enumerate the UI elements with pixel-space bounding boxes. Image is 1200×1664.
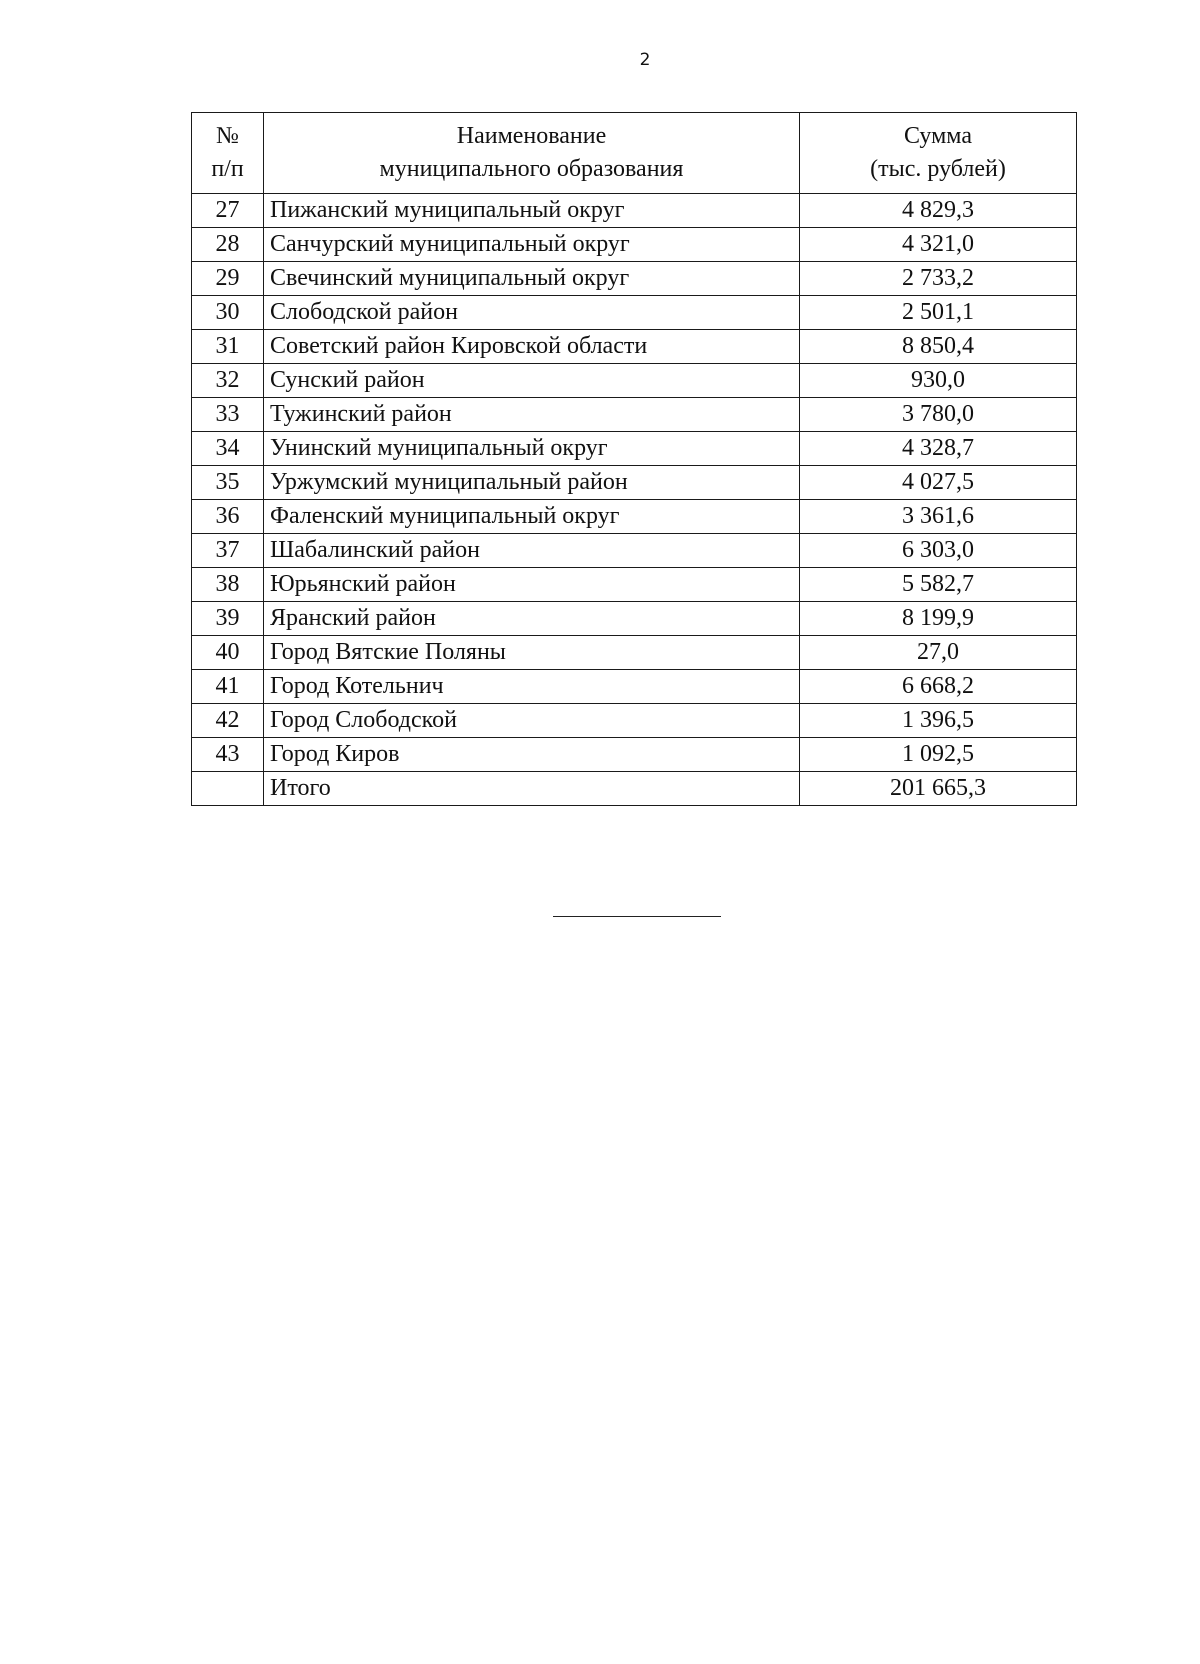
table-row (192, 636, 1077, 670)
row-number-cell: 33 (192, 398, 264, 432)
amount-cell: 4 027,5 (800, 466, 1077, 500)
table-row (192, 738, 1077, 772)
table-row (192, 704, 1077, 738)
table-row (192, 228, 1077, 262)
amount-cell: 4 321,0 (800, 228, 1077, 262)
row-number-cell: 34 (192, 432, 264, 466)
table-row (192, 432, 1077, 466)
header-num (192, 113, 264, 194)
header-sum (800, 113, 1077, 194)
row-number-cell: 32 (192, 364, 264, 398)
table-row (192, 534, 1077, 568)
row-number-cell: 35 (192, 466, 264, 500)
table-row (192, 568, 1077, 602)
municipality-name-cell: Город Слободской (264, 704, 800, 738)
municipality-name-cell: Унинский муниципальный округ (264, 432, 800, 466)
municipality-name-cell: Пижанский муниципальный округ (264, 194, 800, 228)
table-row (192, 500, 1077, 534)
table-row (192, 296, 1077, 330)
total-number-cell (192, 772, 264, 806)
municipality-name-cell: Яранский район (264, 602, 800, 636)
amount-cell: 1 396,5 (800, 704, 1077, 738)
row-number-cell: 31 (192, 330, 264, 364)
closing-rule (553, 916, 721, 917)
row-number-cell: 36 (192, 500, 264, 534)
municipality-name-cell: Свечинский муниципальный округ (264, 262, 800, 296)
amount-cell: 2 733,2 (800, 262, 1077, 296)
municipality-name-cell: Тужинский район (264, 398, 800, 432)
total-amount-cell: 201 665,3 (800, 772, 1077, 806)
table-row (192, 330, 1077, 364)
municipality-name-cell: Слободской район (264, 296, 800, 330)
amount-cell: 5 582,7 (800, 568, 1077, 602)
allocation-table-container (191, 112, 1076, 806)
amount-cell: 1 092,5 (800, 738, 1077, 772)
municipality-name-cell: Город Котельнич (264, 670, 800, 704)
municipality-name-cell: Город Киров (264, 738, 800, 772)
municipality-name-cell: Юрьянский район (264, 568, 800, 602)
row-number-cell: 29 (192, 262, 264, 296)
table-body (192, 194, 1077, 806)
municipality-name-cell: Сунский район (264, 364, 800, 398)
amount-cell: 3 361,6 (800, 500, 1077, 534)
header-num-line-1: № (216, 123, 239, 149)
row-number-cell: 37 (192, 534, 264, 568)
municipality-name-cell: Санчурский муниципальный округ (264, 228, 800, 262)
amount-cell: 3 780,0 (800, 398, 1077, 432)
page-number: 2 (639, 50, 651, 70)
row-number-cell: 42 (192, 704, 264, 738)
amount-cell: 2 501,1 (800, 296, 1077, 330)
row-number-cell: 27 (192, 194, 264, 228)
row-number-cell: 38 (192, 568, 264, 602)
header-num-line-2: п/п (211, 156, 244, 182)
header-sum-line-1: Сумма (904, 123, 972, 149)
row-number-cell: 28 (192, 228, 264, 262)
allocation-table (191, 112, 1077, 806)
table-row (192, 364, 1077, 398)
table-row (192, 602, 1077, 636)
header-name-line-2: муниципального образования (379, 156, 684, 182)
header-sum-line-2: (тыс. рублей) (870, 156, 1006, 182)
amount-cell: 4 829,3 (800, 194, 1077, 228)
municipality-name-cell: Город Вятские Поляны (264, 636, 800, 670)
municipality-name-cell: Шабалинский район (264, 534, 800, 568)
table-row (192, 398, 1077, 432)
header-name (264, 113, 800, 194)
amount-cell: 8 850,4 (800, 330, 1077, 364)
table-row (192, 466, 1077, 500)
amount-cell: 6 303,0 (800, 534, 1077, 568)
municipality-name-cell: Фаленский муниципальный округ (264, 500, 800, 534)
row-number-cell: 43 (192, 738, 264, 772)
table-row (192, 262, 1077, 296)
table-row (192, 194, 1077, 228)
table-row (192, 670, 1077, 704)
row-number-cell: 39 (192, 602, 264, 636)
row-number-cell: 41 (192, 670, 264, 704)
table-header (192, 113, 1077, 194)
amount-cell: 930,0 (800, 364, 1077, 398)
total-row (192, 772, 1077, 806)
row-number-cell: 30 (192, 296, 264, 330)
row-number-cell: 40 (192, 636, 264, 670)
amount-cell: 4 328,7 (800, 432, 1077, 466)
header-row (192, 113, 1077, 194)
amount-cell: 27,0 (800, 636, 1077, 670)
municipality-name-cell: Советский район Кировской области (264, 330, 800, 364)
amount-cell: 6 668,2 (800, 670, 1077, 704)
header-name-line-1: Наименование (456, 123, 607, 149)
total-label-cell: Итого (264, 772, 800, 806)
municipality-name-cell: Уржумский муниципальный район (264, 466, 800, 500)
amount-cell: 8 199,9 (800, 602, 1077, 636)
